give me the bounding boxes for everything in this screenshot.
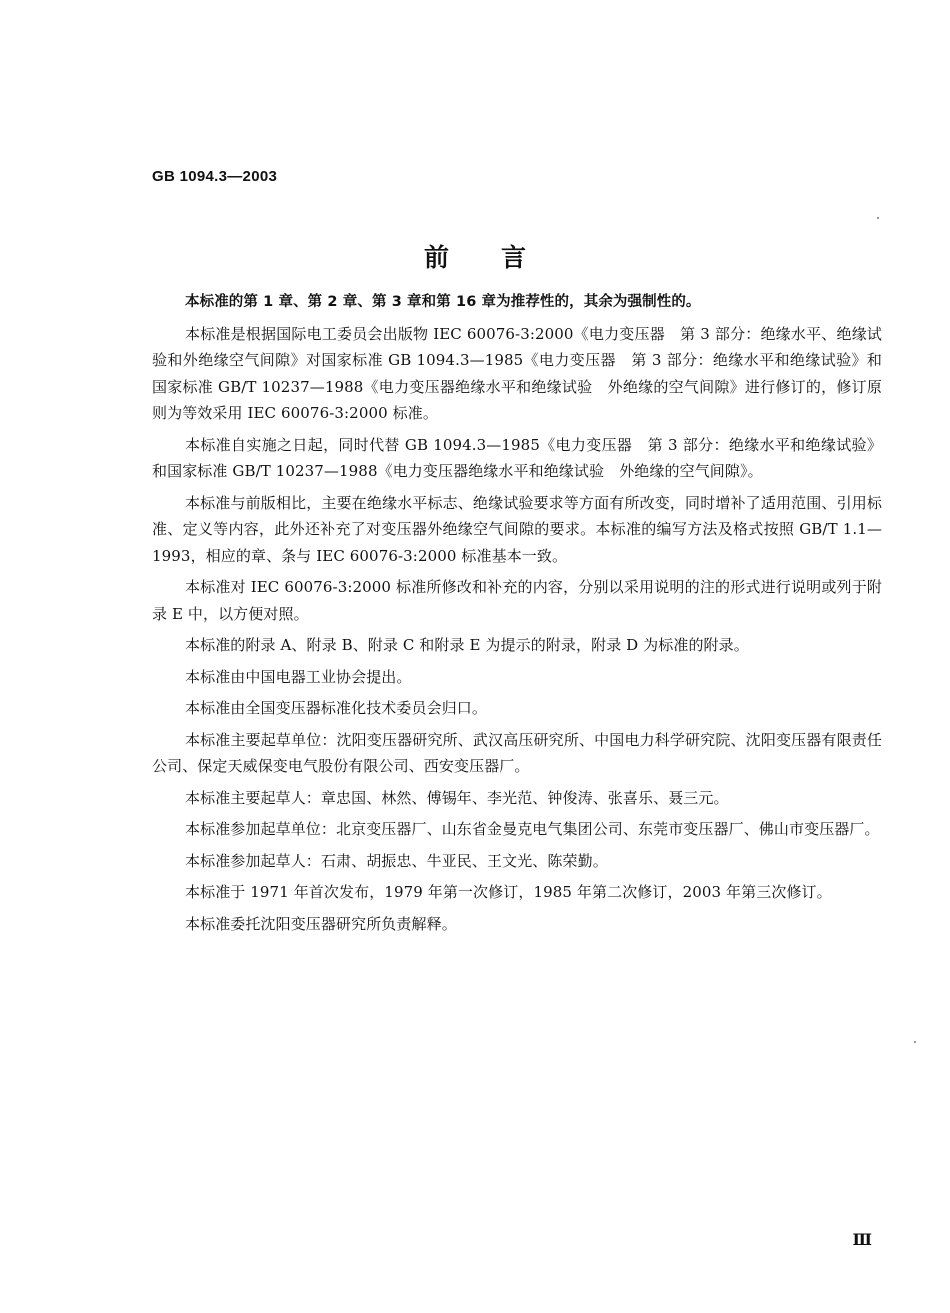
paragraph-1: 本标准的第 1 章、第 2 章、第 3 章和第 16 章为推荐性的，其余为强制性的。 [185,294,701,310]
paragraph-7: 本标准由中国电器工业协会提出。 [185,667,412,686]
scan-speck [914,1041,916,1043]
paragraph-11: 本标准参加起草单位：北京变压器厂、山东省金曼克电气集团公司、东莞市变压器厂、佛山市变压器厂。 [185,820,880,838]
page-title [0,238,950,274]
paragraph-8: 本标准由全国变压器标准化技术委员会归口。 [185,699,488,717]
paragraph-14: 本标准委托沈阳变压器研究所负责解释。 [185,914,457,933]
title-char-1: 前 [423,243,449,272]
scan-speck [877,217,879,219]
paragraph-6: 本标准的附录 A、附录 B、附录 C 和附录 E 为提示的附录，附录 D 为标准的附录。 [185,636,749,654]
page-number: Ⅲ [852,1230,872,1249]
paragraph-10: 本标准主要起草人：章忠国、林然、傅锡年、李光范、钟俊涛、张喜乐、聂三元。 [185,788,729,807]
paragraph-9: 本标准主要起草单位：沈阳变压器研究所、武汉高压研究所、中国电力科学研究院、沈阳变压器有限责任公司、保定天威保变电气股份有限公司、西安变压器厂。 [152,730,882,775]
paragraph-5: 本标准对 IEC 60076-3:2000 标准所修改和补充的内容，分别以采用说明的注的形式进行说明或列于附录 E 中，以方便对照。 [152,578,882,623]
foreword-body [152,289,882,942]
paragraph-3: 本标准自实施之日起，同时代替 GB 1094.3—1985《电力变压器 第 3 部分：绝缘水平和绝缘试验》和国家标准 GB/T 10237—1988《电力变压器绝缘水平和绝缘试验 外绝缘的空气间隙》。 [152,435,882,480]
paragraph-4: 本标准与前版相比，主要在绝缘水平标志、绝缘试验要求等方面有所改变，同时增补了适用范围、引用标准、定义等内容，此外还补充了对变压器外绝缘空气间隙的要求。本标准的编写方法及格式按照 GB/T 1.1—1993，相应的章、条与 IEC 60076-3:2000 标准基本一致。 [152,493,882,565]
paragraph-12: 本标准参加起草人：石肃、胡振忠、牛亚民、王文光、陈荣勤。 [185,851,608,870]
paragraph-13: 本标准于 1971 年首次发布，1979 年第一次修订，1985 年第二次修订，2003 年第三次修订。 [185,883,832,901]
title-char-2: 言 [501,243,527,272]
paragraph-2: 本标准是根据国际电工委员会出版物 IEC 60076-3:2000《电力变压器 第 3 部分：绝缘水平、绝缘试验和外绝缘空气间隙》对国家标准 GB 1094.3—1985《电力变压器 第 3 部分：绝缘水平和绝缘试验》和国家标准 GB/T 10237—1988《电力变压器绝缘水平和绝缘试验 外绝缘的空气间隙》进行修订的，修订原则为等效采用 IEC 60076-3:2000 标准。 [152,324,882,422]
standard-code-header: GB 1094.3—2003 [152,168,278,185]
